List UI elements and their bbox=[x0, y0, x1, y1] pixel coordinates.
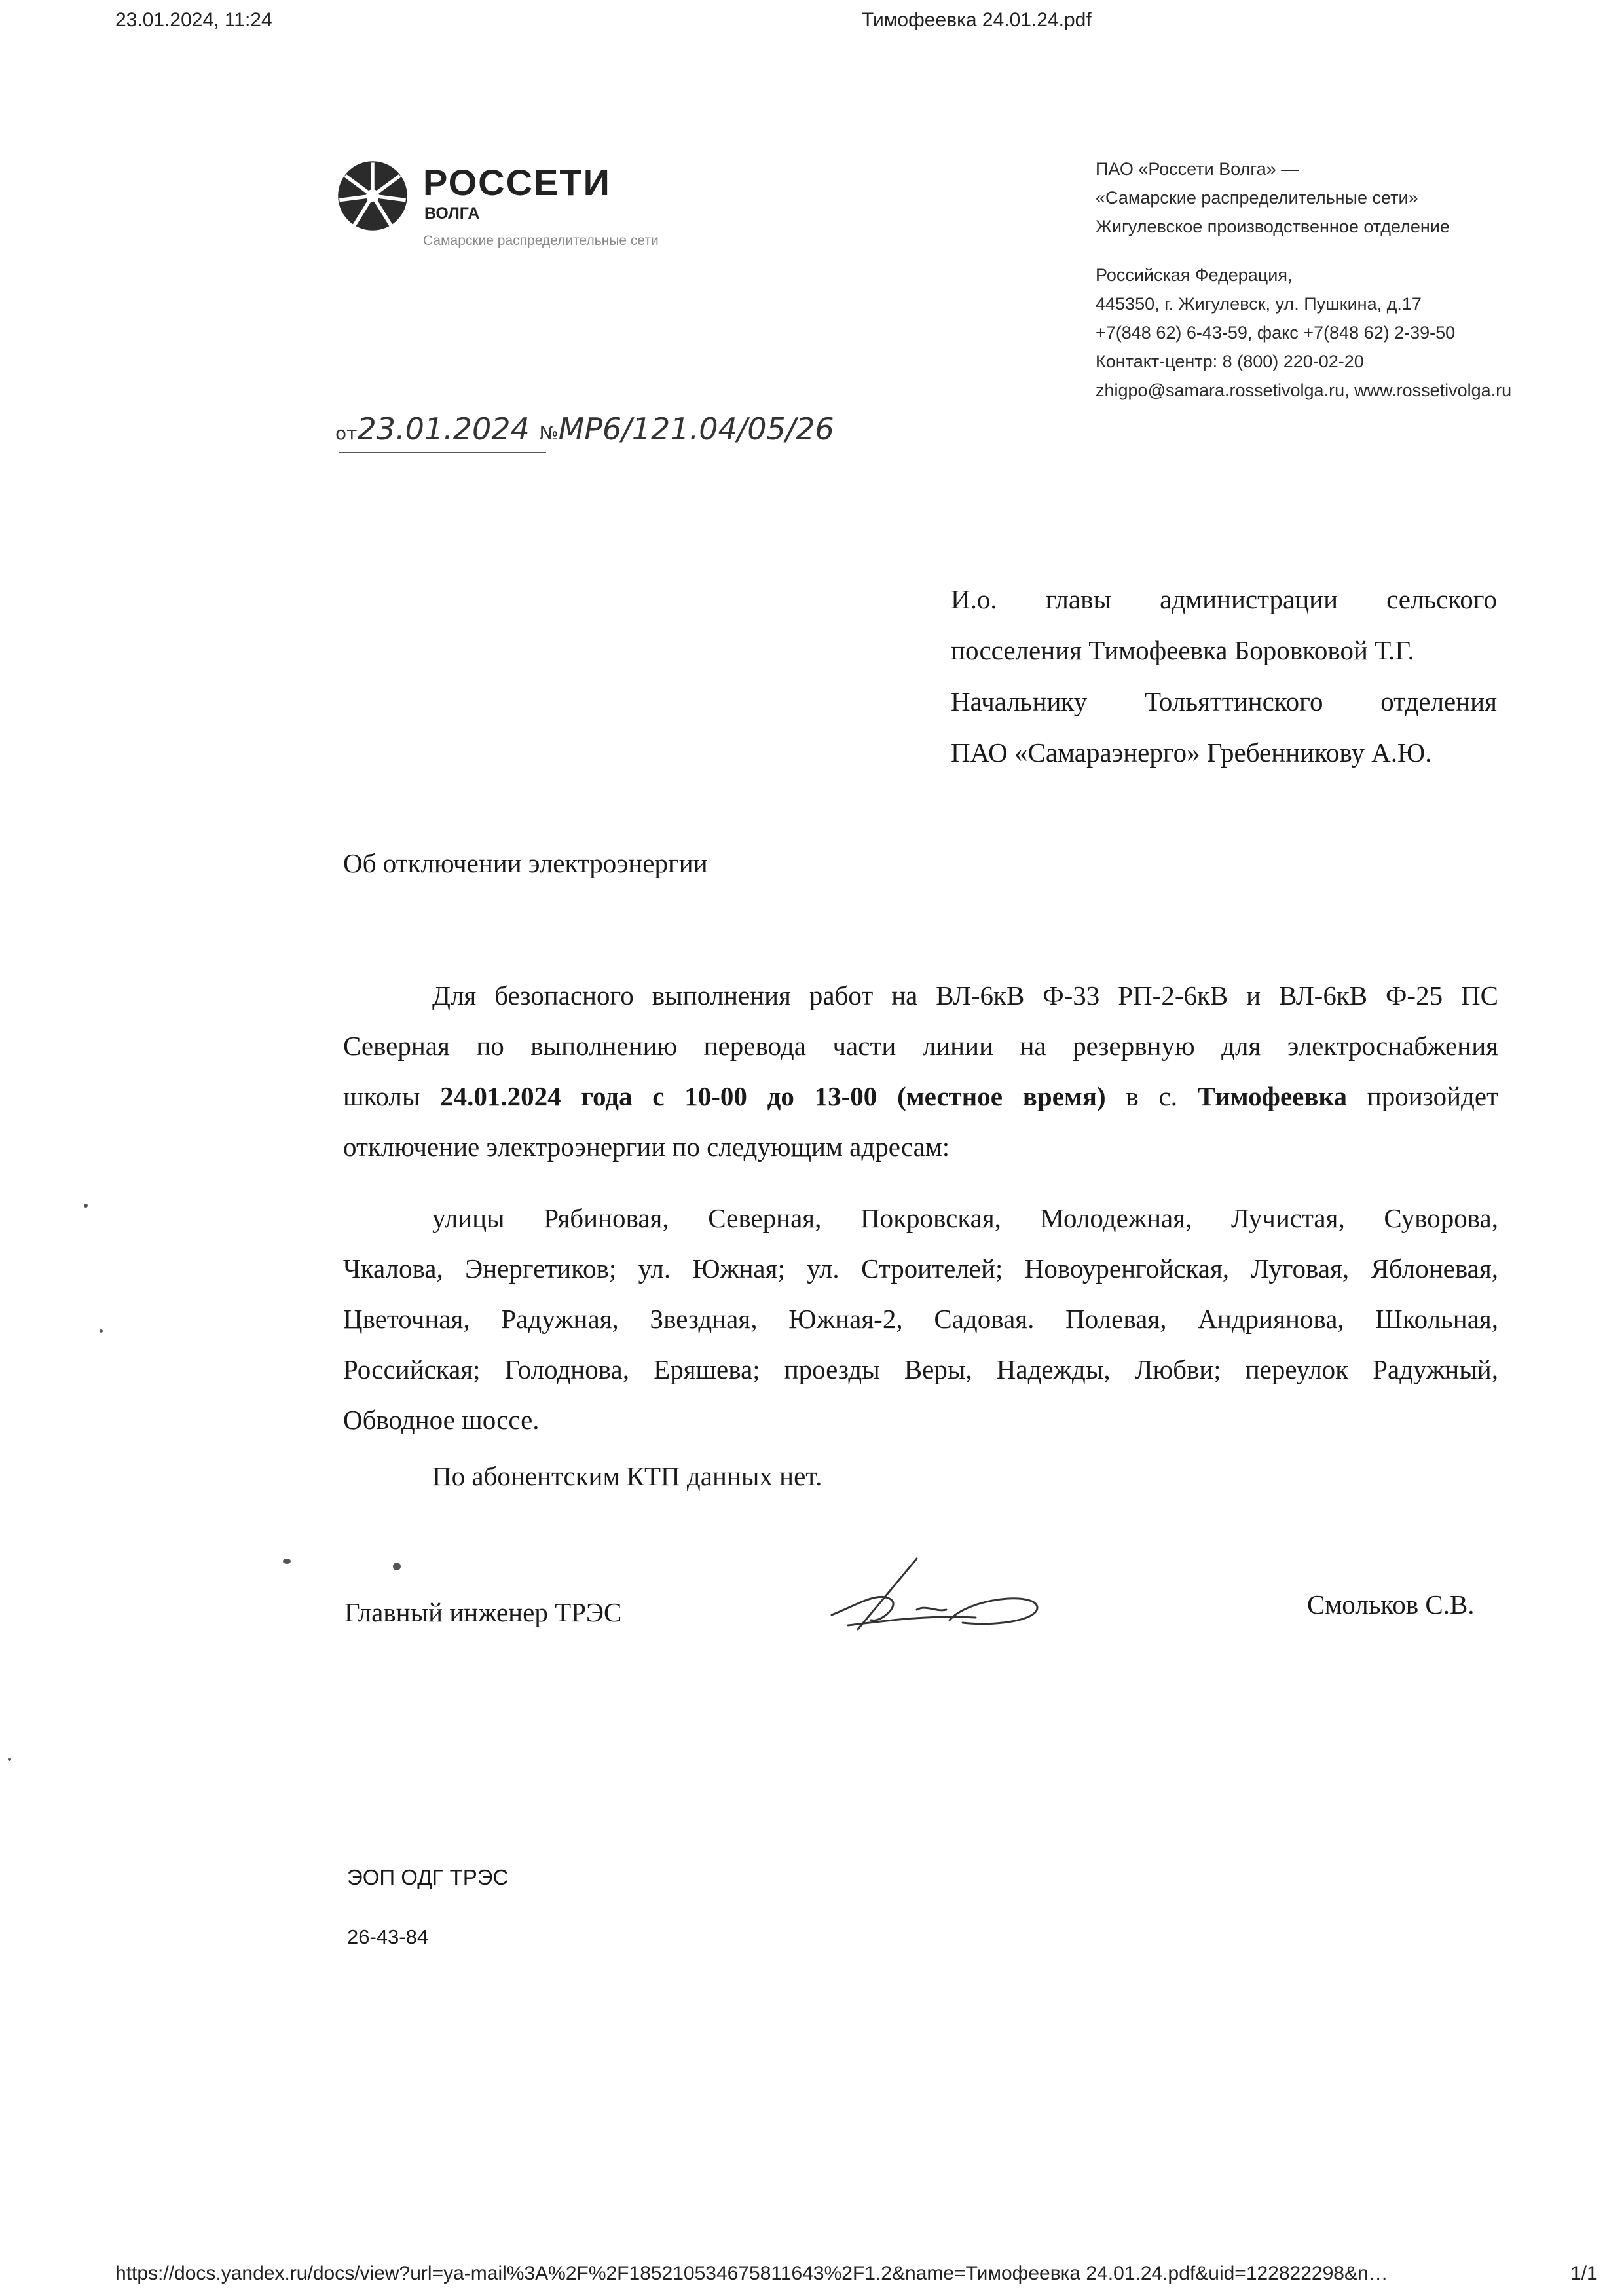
streets-line: Обводное шоссе. bbox=[343, 1405, 540, 1435]
recipient-line: И.о. главы администрации сельского bbox=[951, 584, 1497, 614]
ref-number: МР6/121.04/05/26 bbox=[558, 411, 834, 447]
executor-department: ЭОП ОДГ ТРЭС bbox=[347, 1865, 509, 1889]
sender-address-line: 445350, г. Жигулевск, ул. Пушкина, д.17 bbox=[1096, 294, 1422, 314]
body-line: отключение электроэнергии по следующим адресам: bbox=[343, 1132, 950, 1162]
streets-line: улицы Рябиновая, Северная, Покровская, Молодежная, Лучистая, Суворова, bbox=[432, 1203, 1498, 1233]
scan-speck bbox=[393, 1563, 401, 1570]
sender-line: «Самарские распределительные сети» bbox=[1096, 188, 1418, 208]
rosseti-logo-icon bbox=[337, 160, 409, 232]
signatory-name: Смольков С.В. bbox=[1307, 1589, 1475, 1620]
recipient-block bbox=[951, 574, 1497, 778]
handwritten-signature bbox=[819, 1552, 1041, 1644]
ref-date: 23.01.2024 bbox=[357, 411, 530, 447]
scan-speck bbox=[8, 1758, 11, 1761]
body-line-with-bold: школы 24.01.2024 года с 10-00 до 13-00 (местное время) в с. Тимофеевка произойдет bbox=[343, 1081, 1499, 1111]
recipient-line: Начальнику Тольяттинского отделения bbox=[951, 686, 1497, 716]
logo-region-text: ВОЛГА bbox=[424, 204, 480, 223]
sender-email-web: zhigpo@samara.rossetivolga.ru, www.rossetivolga.ru bbox=[1096, 380, 1512, 400]
sender-line: Жигулевское производственное отделение bbox=[1096, 217, 1450, 236]
ref-number-label: № bbox=[539, 422, 559, 444]
print-page-number: 1/1 bbox=[1570, 2263, 1598, 2284]
streets-line: Российская; Голоднова, Еряшева; проезды Веры, Надежды, Любви; переулок Радужный, bbox=[343, 1354, 1498, 1384]
ref-from-label: от bbox=[335, 422, 358, 444]
scan-speck bbox=[100, 1329, 103, 1333]
body-line: Северная по выполнению перевода части линии на резервную для электроснабжения bbox=[343, 1031, 1498, 1061]
sender-line: ПАО «Россети Волга» — bbox=[1096, 159, 1299, 179]
recipient-line: ПАО «Самараэнерго» Гребенникову А.Ю. bbox=[951, 737, 1432, 768]
print-document-title: Тимофеевка 24.01.24.pdf bbox=[862, 9, 1092, 31]
streets-line: Цветочная, Радужная, Звездная, Южная-2, Садовая. Полевая, Андриянова, Школьная, bbox=[343, 1304, 1498, 1334]
scan-speck bbox=[283, 1559, 291, 1564]
logo-subtitle: Самарские распределительные сети bbox=[423, 233, 659, 248]
outage-locality-bold: Тимофеевка bbox=[1197, 1081, 1347, 1111]
body-paragraph-1 bbox=[343, 971, 1498, 1172]
outage-time-bold: 24.01.2024 года с 10-00 до 13-00 (местное время) bbox=[440, 1081, 1106, 1111]
print-datetime: 23.01.2024, 11:24 bbox=[115, 9, 272, 31]
body-line: Для безопасного выполнения работ на ВЛ-6кВ Ф-33 РП-2-6кВ и ВЛ-6кВ Ф-25 ПС bbox=[432, 980, 1498, 1010]
scan-speck bbox=[84, 1204, 88, 1208]
sender-requisites bbox=[1096, 155, 1511, 405]
sender-phone-line: +7(848 62) 6-43-59, факс +7(848 62) 2-39-50 bbox=[1096, 323, 1456, 343]
ref-date-underline bbox=[339, 452, 546, 453]
streets-list-paragraph bbox=[343, 1193, 1498, 1445]
sender-contact-center: Контакт-центр: 8 (800) 220-02-20 bbox=[1096, 352, 1364, 371]
print-source-url: https://docs.yandex.ru/docs/view?url=ya-mail%3A%2F%2F185210534675811643%2F1.2&name=Тимофеевка 24.01.24.pdf&uid=122822298&n… bbox=[115, 2263, 1388, 2284]
body-paragraph-3: По абонентским КТП данных нет. bbox=[432, 1461, 822, 1491]
executor-phone: 26-43-84 bbox=[347, 1925, 429, 1948]
logo-brand-text: РОССЕТИ bbox=[423, 162, 611, 203]
letter-subject: Об отключении электроэнергии bbox=[343, 848, 708, 878]
recipient-line: посселения Тимофеевка Боровковой Т.Г. bbox=[951, 635, 1414, 665]
signatory-position: Главный инженер ТРЭС bbox=[344, 1597, 622, 1627]
streets-line: Чкалова, Энергетиков; ул. Южная; ул. Строителей; Новоуренгойская, Луговая, Яблоневая, bbox=[343, 1253, 1498, 1284]
sender-address-line: Российская Федерация, bbox=[1096, 265, 1293, 285]
registration-line bbox=[335, 411, 834, 447]
